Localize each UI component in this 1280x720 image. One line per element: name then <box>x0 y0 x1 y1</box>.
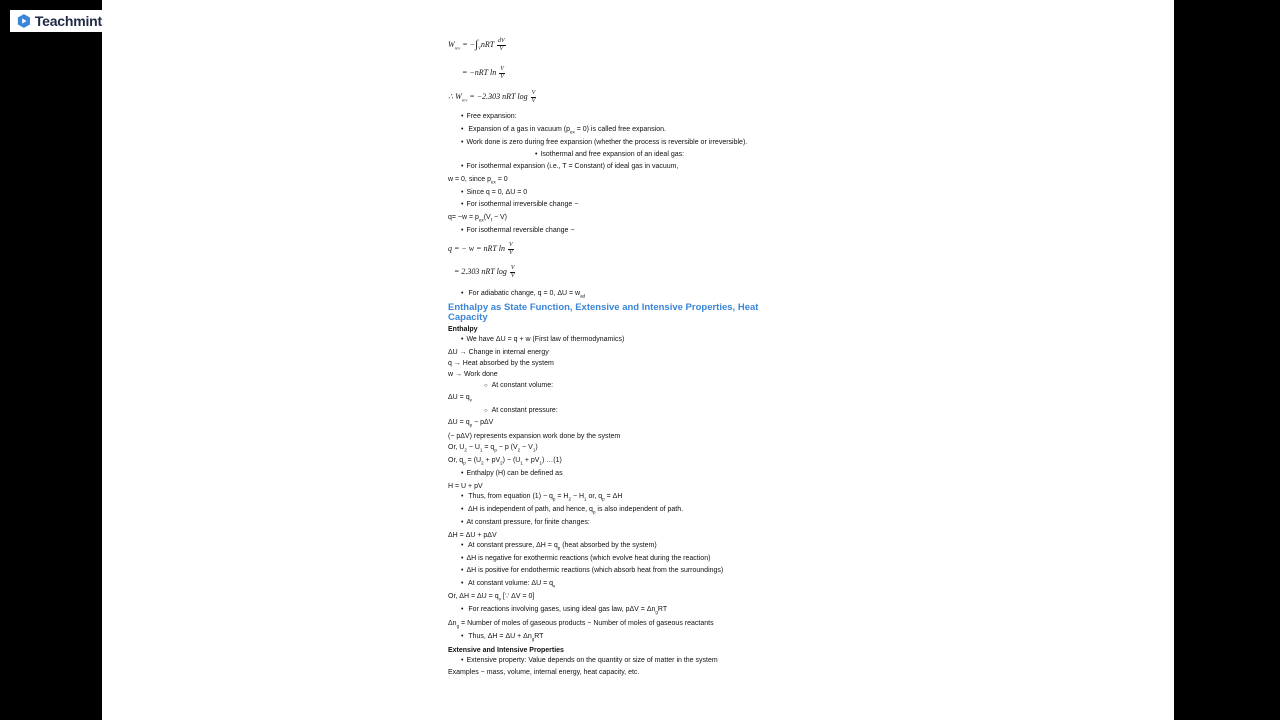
bullet-work-zero: • Work done is zero during free expansion (whether the process is reversible or irreversible). <box>461 139 747 147</box>
line-q-irreversible: $q= -w = p_{ex}(V_f - V)$ <box>448 214 507 223</box>
bullet-extensive-def: • Extensive property: Value depends on the quantity or size of matter in the system <box>461 657 718 665</box>
teachmint-logo-icon <box>17 13 31 29</box>
line-dh-eq: ΔH = ΔU + pΔV <box>448 532 497 539</box>
bullet-dh-independent: • ΔH is independent of path, and hence, $q_p$ is also independent of path. <box>461 506 683 515</box>
circle-bullet-constant-volume: ○ At constant volume: <box>484 382 553 390</box>
bullet-adiabatic: • For adiabatic change, q = 0, $\Delta U = w_{ad}$ <box>461 290 585 299</box>
line-h-eq: H = U + pV <box>448 483 483 490</box>
bullet-gases: • For reactions involving gases, using ideal gas law, $p\Delta V = \Delta n_gRT$ <box>461 606 667 615</box>
line-w-zero: w = 0, since $p_{ex} = 0$ <box>448 176 508 185</box>
teachmint-logo[interactable] <box>10 10 102 32</box>
bullet-dh-negative: • ΔH is negative for exothermic reactions (which evolve heat during the reaction) <box>461 555 710 563</box>
teachmint-logo-text: Teachmint <box>34 13 102 29</box>
line-dng-def: $\Delta n_g$ = Number of moles of gaseous products − Number of moles of gaseous reactants <box>448 620 714 629</box>
bullet-dh-positive: • ΔH is positive for endothermic reactions (which absorb heat from the surroundings) <box>461 567 723 575</box>
line-or-dh: Or, $\Delta H = \Delta U = q_v$ [∵ ΔV = 0] <box>448 593 535 602</box>
subheading-extensive-intensive: Extensive and Intensive Properties <box>448 647 564 654</box>
equation-w-rev-integral: $W_{rev} = -\int_VnRT$ $\frac{dV}{V}$ <box>448 38 505 52</box>
subheading-enthalpy: Enthalpy <box>448 326 478 333</box>
line-pdv-represents: (− pΔV) represents expansion work done by the system <box>448 433 621 440</box>
bullet-isothermal-reversible: • For isothermal reversible change − <box>461 227 574 235</box>
section-heading-enthalpy: Enthalpy as State Function, Extensive and Intensive Properties, Heat Capacity <box>448 302 759 323</box>
circle-bullet-constant-pressure: ○ At constant pressure: <box>484 407 558 415</box>
bullet-since-q-zero: • Since q = 0, ΔU = 0 <box>461 189 527 197</box>
line-du-qp: $\Delta U = q_p - p\Delta V$ <box>448 419 494 428</box>
equation-q-rev-log: = 2.303 nRT log $\frac{V}{V}$ <box>454 265 515 279</box>
bullet-thus-dh: • Thus, $\Delta H = \Delta U + \Delta n_gRT$ <box>461 633 543 642</box>
bullet-thus-equation: • Thus, from equation $(1) - q_p = H_2 - H_1$ or, $q_p = \Delta H$ <box>461 493 622 502</box>
bullet-first-law: • We have ΔU = q + w (First law of thermodynamics) <box>461 336 624 344</box>
bullet-free-expansion-def: • Expansion of a gas in vacuum $(p_{ex} = 0)$ is called free expansion. <box>461 126 666 135</box>
line-du-def: ΔU → Change in internal energy <box>448 349 549 356</box>
bullet-finite-changes: • At constant pressure, for finite changes: <box>461 519 590 527</box>
line-or-u2: Or, $U_2 - U_1 = q_p - p$ $(V_2 - V_1)$ <box>448 444 538 453</box>
bullet-constant-pressure-heat: • At constant pressure, $\Delta H = q_p$ (heat absorbed by the system) <box>461 542 657 551</box>
line-or-qp: Or, $q_p = (U_2 + pV_2) - (U_1 + pV_1)$ …(1) <box>448 457 562 466</box>
bullet-constant-volume: • At constant volume: $\Delta U = q_v$ <box>461 580 555 589</box>
equation-q-rev-ln: q = − w = nRT ln $\frac{V}{V}$ <box>448 242 513 256</box>
equation-w-rev-ln: = −nRT ln $\frac{V}{V}$ <box>462 66 504 80</box>
bullet-free-expansion: • Free expansion: <box>461 113 517 121</box>
line-q-def: q → Heat absorbed by the system <box>448 360 554 367</box>
line-examples: Examples − mass, volume, internal energy, heat capacity, etc. <box>448 669 640 676</box>
bullet-enthalpy-def: • Enthalpy (H) can be defined as <box>461 470 563 478</box>
document-page <box>102 0 1174 720</box>
bullet-isothermal-vacuum: • For isothermal expansion (i.e., T = Constant) of ideal gas in vacuum, <box>461 163 678 171</box>
line-w-def: w → Work done <box>448 371 498 378</box>
line-du-qv: $\Delta U = q_v$ <box>448 394 472 403</box>
bullet-isothermal-irreversible: • For isothermal irreversible change − <box>461 201 578 209</box>
equation-w-rev-log: ∴ $W_{rev} = -2.303$ nRT log $\frac{V}{V}$ <box>448 90 536 104</box>
bullet-isothermal-free-title: • Isothermal and free expansion of an ideal gas: <box>535 151 684 159</box>
